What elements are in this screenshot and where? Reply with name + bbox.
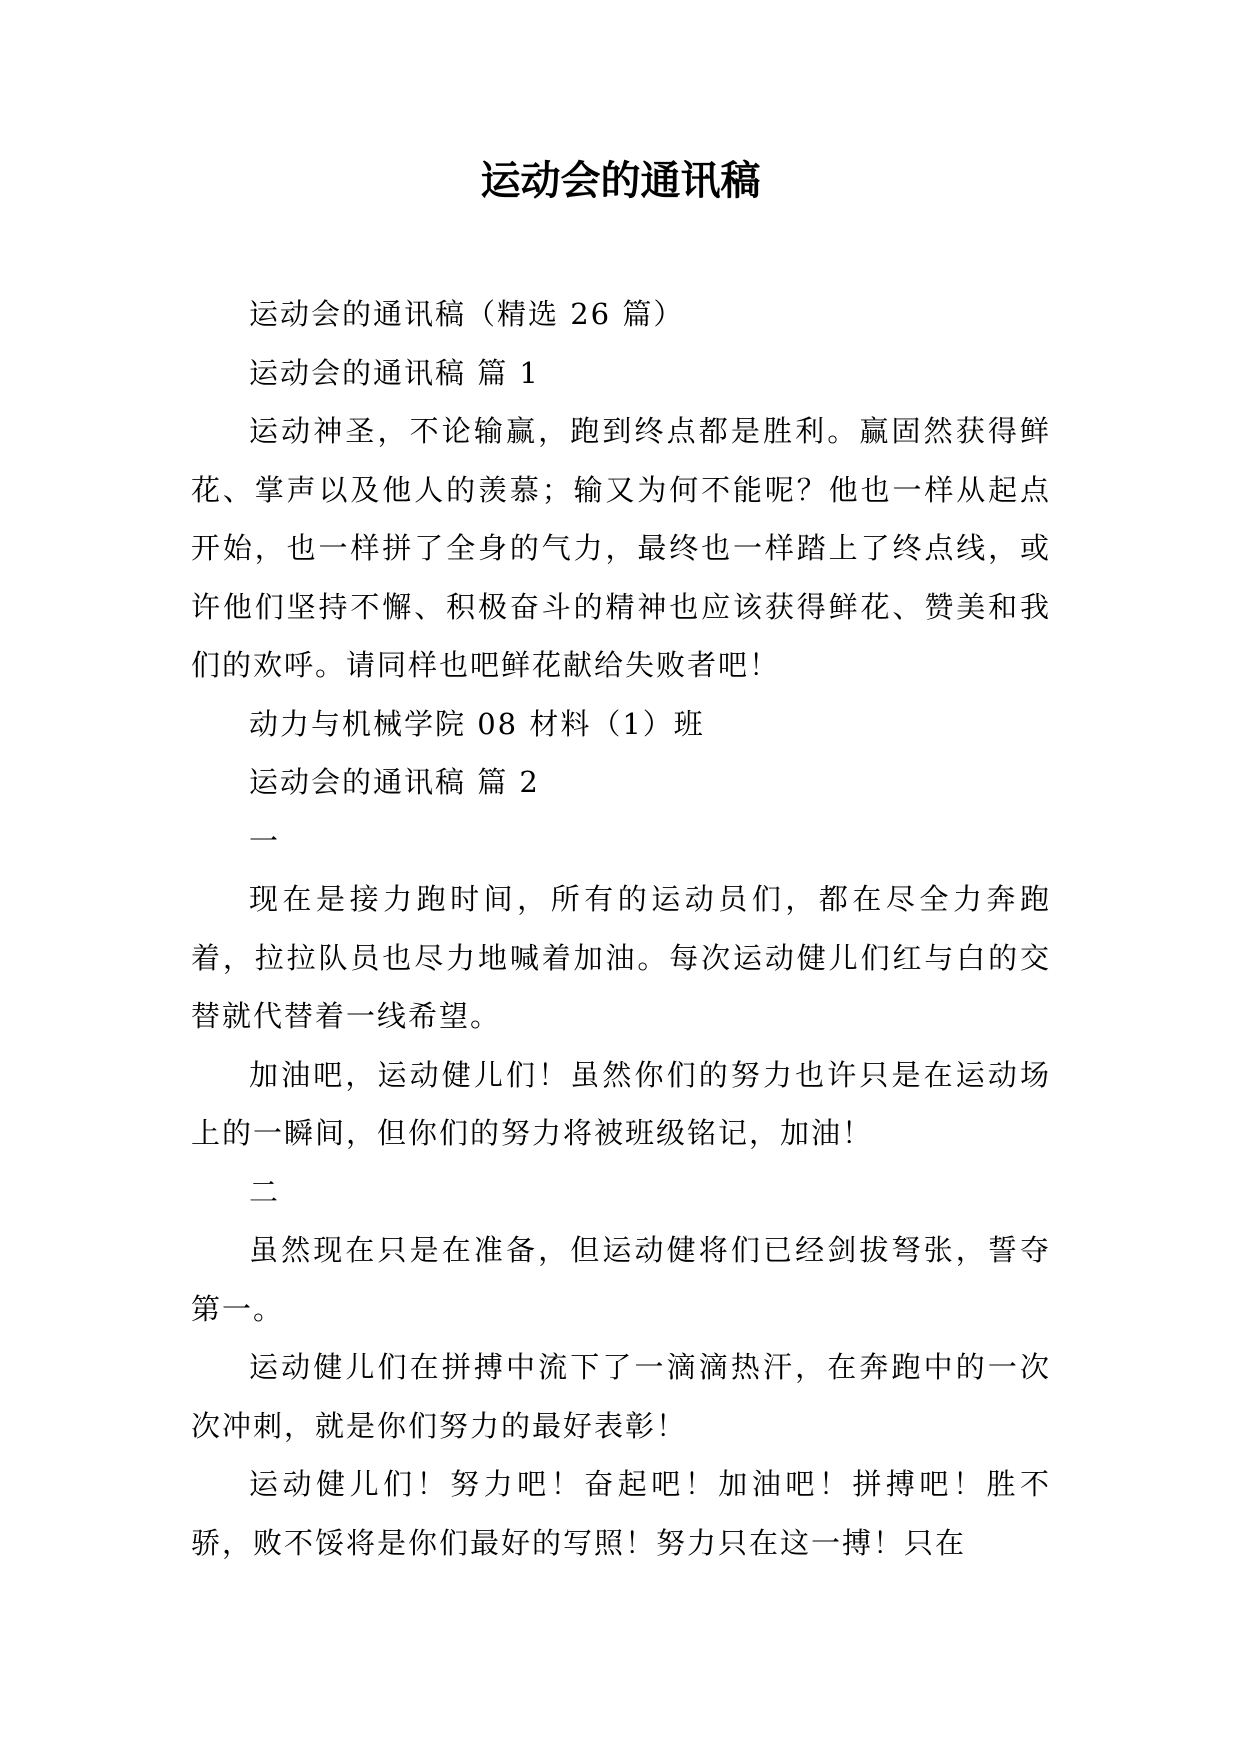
paragraph-body: 运动健儿们在拼搏中流下了一滴滴热汗，在奔跑中的一次次冲刺，就是你们努力的最好表彰！ xyxy=(191,1350,1051,1443)
paragraph-subsection-marker-1: 一 xyxy=(249,823,281,858)
paragraph-section-heading-2: 运动会的通讯稿 篇 2 xyxy=(249,765,540,799)
paragraph-body: 加油吧，运动健儿们！虽然你们的努力也许只是在运动场上的一瞬间，但你们的努力将被班级铭记，加油！ xyxy=(191,1057,1051,1150)
document-body xyxy=(191,285,1051,1572)
paragraph-collection-title: 运动会的通讯稿（精选 26 篇） xyxy=(249,297,685,331)
paragraph-body: 运动神圣，不论输赢，跑到终点都是胜利。赢固然获得鲜花、掌声以及他人的羡慕；输又为何不能呢？他也一样从起点开始，也一样拼了全身的气力，最终也一样踏上了终点线，或许他们坚持不懈、积极奋斗的精神也应该获得鲜花、赞美和我们的欢呼。请同样也吧鲜花献给失败者吧！ xyxy=(191,414,1051,682)
paragraph-body: 虽然现在只是在准备，但运动健将们已经剑拔弩张，誓夺第一。 xyxy=(191,1233,1051,1326)
document-title: 运动会的通讯稿 xyxy=(480,157,761,204)
paragraph-author-line: 动力与机械学院 08 材料（1）班 xyxy=(249,706,705,741)
paragraph-body: 现在是接力跑时间，所有的运动员们，都在尽全力奔跑着，拉拉队员也尽力地喊着加油。每次运动健儿们红与白的交替就代替着一线希望。 xyxy=(191,882,1051,1033)
paragraph-subsection-marker-2: 二 xyxy=(249,1174,281,1209)
paragraph-body: 运动健儿们！努力吧！奋起吧！加油吧！拼搏吧！胜不骄，败不馁将是你们最好的写照！努力只在这一搏！只在 xyxy=(191,1467,1051,1560)
paragraph-section-heading-1: 运动会的通讯稿 篇 1 xyxy=(249,355,540,390)
